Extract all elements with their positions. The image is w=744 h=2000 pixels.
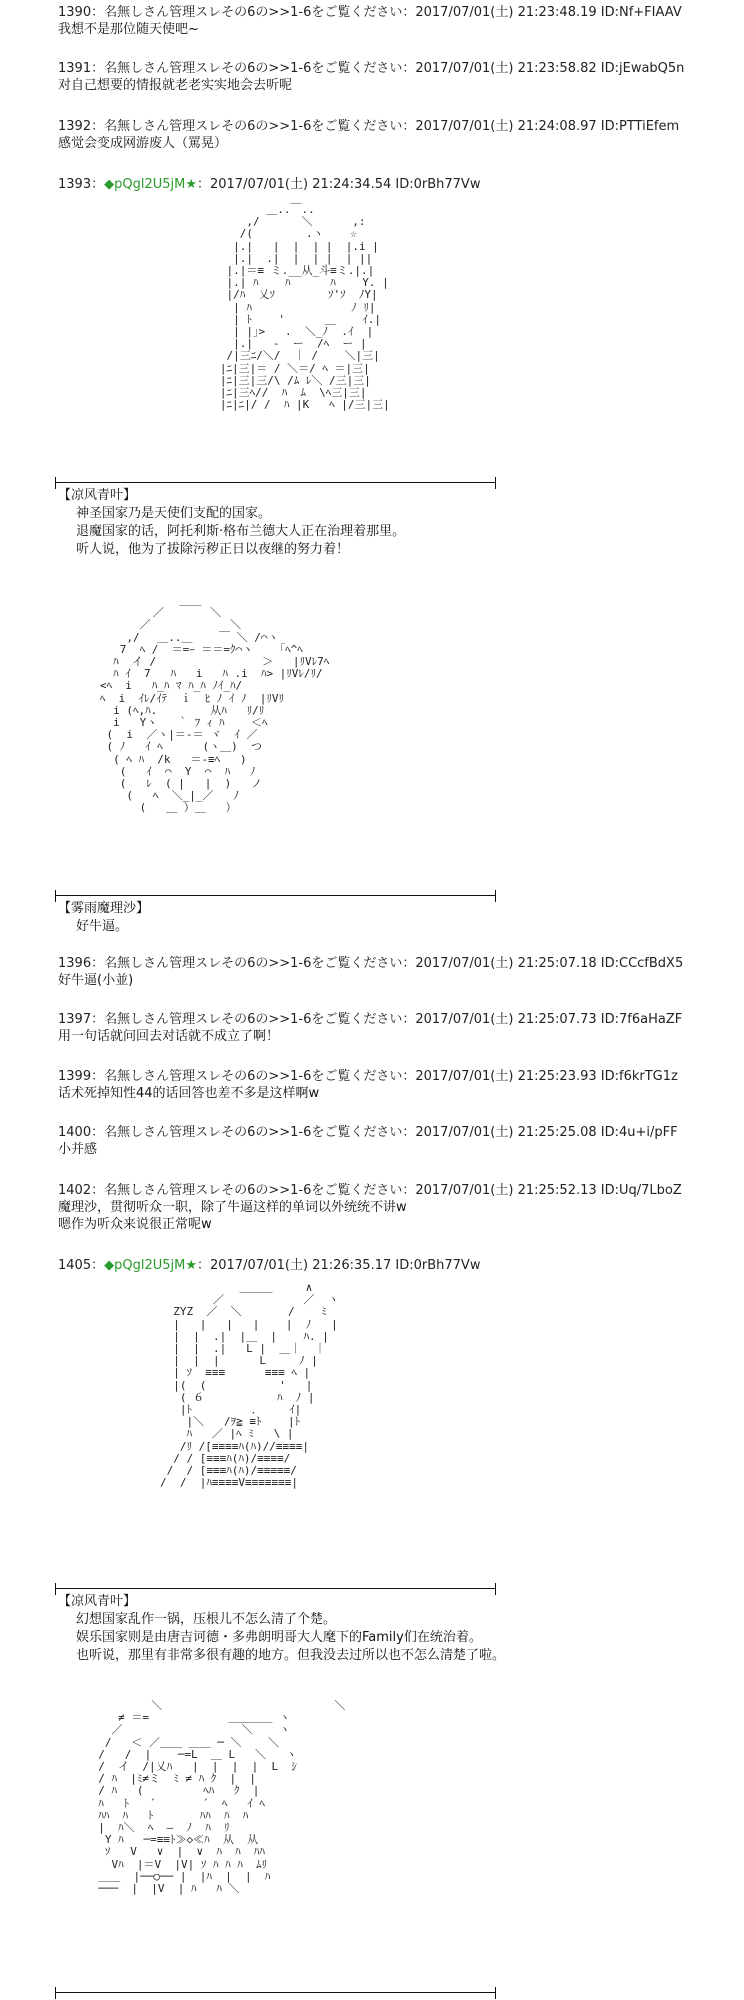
post-1402 — [58, 1182, 682, 1233]
divider-tick — [55, 890, 56, 902]
post-1399 — [58, 1068, 678, 1102]
post-body: 好牛逼(小並) — [58, 973, 134, 988]
speech-line: 退魔国家的话，阿托利斯·格布兰德大人正在治理着那里。 — [76, 524, 406, 539]
divider-tick — [495, 477, 496, 489]
author-tripcode: ◆pQgl2U5jM — [104, 177, 186, 192]
post-1400 — [58, 1124, 678, 1158]
ascii-art-aoba-3: ＼ ＼ ≠ ＝= ＿＿＿＿ ヽ ／ ＼ ヽ / ＜ ／＿＿ ＿＿ ─ ＼ ＼ / / | ─=L ＿ L ＼ ヽ / イ /|乂ﾊ | | | | L ｼ / ﾊ |ﾐ≠ミ ﾐ ≠ ﾊ ｸ | | / ﾊ ( ﾍﾊ ｸ | ﾊ ﾄ ´ ´ ﾍ ｲ ﾍ ﾊﾊ ﾊ ﾄ ﾊﾊ ﾊ ﾊ | ﾊ＼ ﾍ ― ﾉ ﾊ ﾘ Y ﾊ ─=≡≡ﾄ≫◇≪ﾊ 从 从 ｿ V ∨ | ∨ ﾊ ﾊ ﾊﾊ Vﾊ |＝V |V| ｿ ﾊ ﾊ ﾊ ﾑﾘ ＿＿ |──○── | |ﾊ | | ﾊ ─── | |V | ﾊ ﾊ ＼ — [98, 1699, 346, 1896]
post-header — [58, 176, 480, 193]
post-body: 话术死掉知性44的话回答也差不多是这样啊w — [58, 1086, 320, 1101]
post-info: ：2017/07/01(土) 21:26:35.17 ID:0rBh77Vw — [196, 1258, 481, 1273]
divider-tick — [55, 477, 56, 489]
divider-tick — [55, 1583, 56, 1595]
post-header: 1400：名無しさん管理スレその6の>>1-6をご覧ください：2017/07/01(土) 21:25:25.08 ID:4u+i/pFF — [58, 1125, 678, 1140]
speech-line: 听人说，他为了拔除污秽正日以夜继的努力着！ — [76, 542, 350, 557]
speech-line: 幻想国家乱作一锅，压根儿不怎么清了个楚。 — [76, 1612, 337, 1627]
post-1392 — [58, 118, 679, 152]
divider-tick — [495, 1987, 496, 1999]
speech-line: 好牛逼。 — [76, 919, 129, 934]
speech-block-2 — [58, 900, 149, 936]
divider-tick — [495, 890, 496, 902]
post-1391 — [58, 60, 684, 94]
divider-line — [55, 1588, 495, 1589]
post-body: 嗯作为听众来说很正常呢w — [58, 1217, 212, 1232]
post-body: 小并感 — [58, 1142, 98, 1157]
post-header: 1397：名無しさん管理スレその6の>>1-6をご覧ください：2017/07/01(土) 21:25:07.73 ID:7f6aHaZF — [58, 1012, 683, 1027]
speech-block-1 — [58, 487, 405, 559]
post-header: 1391：名無しさん管理スレその6の>>1-6をご覧ください：2017/07/01(土) 21:23:58.82 ID:jEwabQ5n — [58, 61, 685, 76]
author-tripcode: ◆pQgl2U5jM — [104, 1258, 186, 1273]
post-header: 1396：名無しさん管理スレその6の>>1-6をご覧ください：2017/07/01(土) 21:25:07.18 ID:CCcfBdX5 — [58, 956, 684, 971]
post-1390 — [58, 4, 682, 38]
divider-line — [55, 895, 495, 896]
post-1397 — [58, 1011, 682, 1045]
post-header — [58, 1257, 480, 1274]
post-body: 对自己想要的情报就老老实实地会去听呢 — [58, 78, 293, 93]
post-1405 — [58, 1257, 480, 1274]
speech-line: 神圣国家乃是天使们支配的国家。 — [76, 506, 272, 521]
post-1396 — [58, 955, 683, 989]
post-body: 用一句话就问回去对话就不成立了啊！ — [58, 1029, 280, 1044]
post-header: 1392：名無しさん管理スレその6の>>1-6をご覧ください：2017/07/01(土) 21:24:08.97 ID:PTTiEfem — [58, 119, 680, 134]
post-info: ：2017/07/01(土) 21:24:34.54 ID:0rBh77Vw — [196, 177, 481, 192]
post-header: 1402：名無しさん管理スレその6の>>1-6をご覧ください：2017/07/01(土) 21:25:52.13 ID:Uq/7LboZ — [58, 1183, 682, 1198]
divider-line — [55, 1992, 495, 1993]
star-icon: ★ — [185, 1258, 197, 1273]
post-header: 1399：名無しさん管理スレその6の>>1-6をご覧ください：2017/07/01(土) 21:25:23.93 ID:f6krTG1z — [58, 1069, 678, 1084]
post-header: 1390：名無しさん管理スレその6の>>1-6をご覧ください：2017/07/01(土) 21:23:48.19 ID:Nf+FIAAV — [58, 5, 682, 20]
speech-line: 娱乐国家则是由唐吉诃德・多弗朗明哥大人麾下的Family们在统治着。 — [76, 1630, 482, 1645]
ascii-art-aoba-2: ＿＿＿ ∧ ／ ／ ヽ ZYZ ／ ＼ / ﾐ | | | | | ﾉ | | | .| |＿ | ﾊ. | | | .| L | ＿｜ ｜ | | | L ﾉ | | ｿ ≡≡≡ ≡≡≡ ﾍ | |( ( ' | ( ６ ﾊ ﾉ | |ﾄ ． ｲ| |＼ /ｦ≧ ≡ﾄ |ﾄ ﾊ ／ |ﾍ ﾐ \ | /ﾘ /[≡≡≡≡ﾊ(ﾊ)//≡≡≡≡| / / [≡≡≡ﾊ(ﾊ)/≡≡≡≡/ / / [≡≡≡ﾊ(ﾊ)/≡≡≡≡≡/ / / |ﾊ≡≡≡≡V≡≡≡≡≡≡≡| — [160, 1281, 339, 1490]
post-body: 魔理沙，贯彻听众一职，除了牛逼这样的单词以外统统不讲w — [58, 1200, 407, 1215]
post-number: 1405： — [58, 1258, 105, 1273]
divider-line — [55, 482, 495, 483]
star-icon: ★ — [185, 177, 197, 192]
post-number: 1393： — [58, 177, 105, 192]
speech-line: 也听说，那里有非常多很有趣的地方。但我没去过所以也不怎么清楚了啦。 — [76, 1648, 506, 1663]
ascii-art-aoba-1: ＿..￣.. ,/ ＼ ,: /( .ヽ ☆ |.| | | | | |.i | |.| .| | | | | || |.|＝≡ ミ.__从_斗≡ミ.|.| |.| ﾊ ﾊ ﾊ Y. | |/ﾊ 乂ｿ ｿ'ｿ ﾉY| | ﾊ ﾉ ﾘ| | ﾄ ' ＿ ｲ.| | |｣> . ＼_ﾉ .ｲ | |.| ‐ ー /ﾍ ー | /|三ﾆ/＼/ ｜ / ＼|三| |ﾆ|三|＝ / ＼＝/ ﾍ ＝|三| |ﾆ|三|三/\ /ﾑ ﾚ＼ /三|三| |ﾆ|三ﾍ// ﾊ ﾑ \ﾍ三|三| |ﾆ|ﾆ|/ / ﾊ |K ﾍ |/三|三| — [219, 203, 390, 412]
ascii-art-marisa: ＿＿ ／ ＼ ／ ＼ ,/ ＿..＿ ￣ ＼ /⌒ヽ 7 ﾍ / ＝=ｰ ＝＝=ｸ⌒ヽ ｢ﾍ^ﾍ ﾊ イ / ＞ |ﾘVﾚ7ﾍ ﾊ ｲ 7 ﾊ i ﾊ .i ﾊ> |ﾘVﾚ/ﾘ/ <ﾍ i ﾊ_ﾊ ﾏ ﾊ_ﾊ ﾉｲ_ﾊ/ ﾍ i ｲﾚ/ｲﾃ ｉ ﾋ ﾉ ｲ ﾉ |ﾘVﾘ i (ﾍ,ﾊ. 从ﾊ ﾘ/ﾘ i Yヽ ｀ ﾌ ｨ ﾊ ＜ﾍ ( i ／ヽ|＝-＝ ヾ ｲ ／ ( ﾉ ｲ ﾍ (ヽ＿) つ ( ﾍ ﾊ /k ＝-≡ﾍ ) ( ｲ ⌒ Y ⌒ ﾊ ﾉ ( ﾚ ( | | ) ノ ( ﾍ ＼_|_／ ﾉ ( ＿ ）＿ ） — [99, 594, 330, 815]
speech-block-3 — [58, 1593, 505, 1665]
post-1393 — [58, 176, 480, 193]
post-body: 感觉会变成网游废人（罵晃） — [58, 136, 228, 151]
speaker-label: 【凉风青叶】 — [58, 1594, 137, 1609]
speaker-label: 【雾雨魔理沙】 — [58, 901, 150, 916]
divider-tick — [55, 1987, 56, 1999]
post-body: 我想不是那位随天使吧~ — [58, 22, 199, 37]
speaker-label: 【凉风青叶】 — [58, 488, 137, 503]
